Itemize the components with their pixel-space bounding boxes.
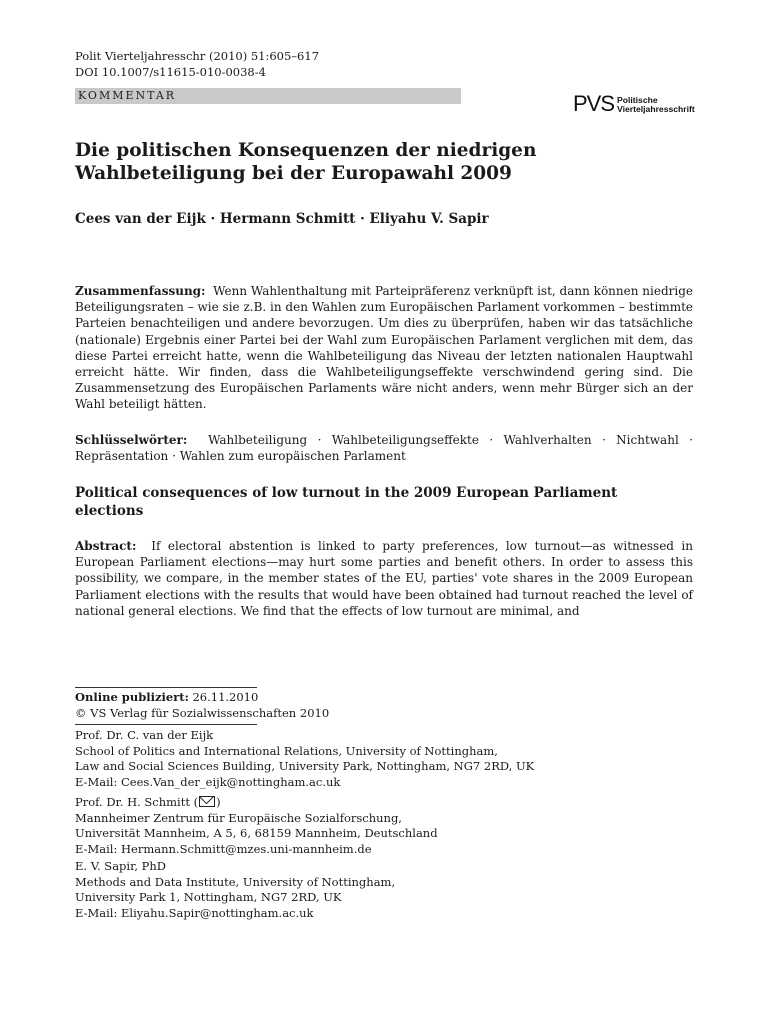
affiliation-email[interactable]: E-Mail: Eliyahu.Sapir@nottingham.ac.uk: [75, 905, 314, 920]
logo-text: [617, 96, 695, 114]
logo-line-1: Politische: [617, 95, 658, 105]
journal-doi: DOI 10.1007/s11615-010-0038-4: [75, 65, 266, 79]
affiliation-name: E. V. Sapir, PhD: [75, 859, 166, 873]
english-title-line-2: elections: [75, 503, 144, 519]
journal-citation-block: [75, 48, 319, 80]
affiliation-email[interactable]: E-Mail: Hermann.Schmitt@mzes.uni-mannheim.de: [75, 841, 372, 856]
journal-citation: Polit Vierteljahresschr (2010) 51:605–617: [75, 49, 320, 63]
article-title: [75, 139, 675, 185]
abstract-text: If electoral abstention is linked to party preferences, low turnout—as witnessed in European Parliament elections—may hurt some parties and benefit others. In order to assess this possibility, we compare, in the member states of the EU, parties' vote shares in the 2009 European Parliament elections with the results that would have been obtained had turnout reached the level of national general elections. We find that the effects of low turnout are minimal, and: [75, 539, 693, 618]
affiliation-line: Methods and Data Institute, University of Nottingham,: [75, 874, 396, 889]
affiliation-name: Prof. Dr. C. van der Eijk: [75, 728, 214, 742]
keywords-label: Schlüsselwörter:: [75, 433, 188, 447]
keywords-paragraph: [75, 432, 693, 464]
affiliation-line: Law and Social Sciences Building, University Park, Nottingham, NG7 2RD, UK: [75, 759, 535, 773]
published-label: Online publiziert:: [75, 690, 189, 704]
affiliation-line: School of Politics and International Relations, University of Nottingham,: [75, 743, 498, 758]
affiliation-email[interactable]: E-Mail: Cees.Van_der_eijk@nottingham.ac.uk: [75, 774, 341, 789]
english-title-line-1: Political consequences of low turnout in the 2009 European Parliament: [75, 485, 618, 501]
affiliation-line: University Park 1, Nottingham, NG7 2RD, UK: [75, 890, 342, 904]
envelope-icon: [199, 796, 215, 807]
logo-line-2: Vierteljahresschrift: [617, 104, 695, 114]
journal-logo: [573, 93, 695, 115]
article-authors: Cees van der Eijk · Hermann Schmitt · Eliyahu V. Sapir: [75, 211, 489, 227]
affiliation-schmitt: [75, 795, 438, 857]
affiliation-name: [75, 795, 438, 811]
english-title: [75, 484, 675, 520]
affiliation-sapir: [75, 859, 395, 921]
affiliation-van-der-eijk: [75, 728, 534, 790]
section-label: KOMMENTAR: [78, 89, 177, 102]
affiliation-line: Mannheimer Zentrum für Europäische Sozialforschung,: [75, 810, 402, 825]
footnote-rule-mid: [75, 724, 257, 725]
abstract-label: Abstract:: [75, 539, 137, 553]
affiliation-name-prefix: Prof. Dr. H. Schmitt (: [75, 795, 199, 809]
keywords-text: Wahlbeteiligung · Wahlbeteiligungseffekte · Wahlverhalten · Nichtwahl · Repräsentation · Wahlen zum europäischen Parlament: [75, 433, 694, 464]
article-title-line-1: Die politischen Konsequenzen der niedrigen: [75, 140, 537, 161]
article-title-line-2: Wahlbeteiligung bei der Europawahl 2009: [75, 163, 512, 184]
published-note: [75, 690, 258, 706]
footnote-rule-top: [75, 687, 257, 688]
published-date: 26.11.2010: [192, 690, 259, 704]
logo-mark: PVS: [573, 91, 615, 116]
zusammenfassung-paragraph: [75, 283, 693, 413]
zusammenfassung-label: Zusammenfassung:: [75, 284, 206, 298]
abstract-paragraph: [75, 538, 693, 619]
affiliation-name-suffix: ): [216, 795, 221, 809]
affiliation-line: Universität Mannheim, A 5, 6, 68159 Mannheim, Deutschland: [75, 826, 438, 840]
zusammenfassung-text: Wenn Wahlenthaltung mit Parteipräferenz verknüpft ist, dann können niedrige Beteiligungsraten – wie sie z.B. in den Wahlen zum Europäischen Parlament vorkommen – bestimmte Parteien benachteiligen und andere bevorzugen. Um dies zu überprüfen, haben wir das tatsächliche (nationale) Ergebnis einer Partei bei der Wahl zum Europäischen Parlament verglichen mit dem, das diese Partei erreicht hatte, wenn die Wahlbeteiligung das Niveau der letzten nationalen Hauptwahl erreicht hätte. Wir finden, dass die Wahlbeteiligungseffekte verschwindend gering sind. Die Zusammensetzung des Europäischen Parlaments wäre nicht anders, wenn mehr Bürger sich an der Wahl beteiligt hätten.: [75, 284, 694, 412]
copyright-note: © VS Verlag für Sozialwissenschaften 2010: [75, 706, 330, 720]
